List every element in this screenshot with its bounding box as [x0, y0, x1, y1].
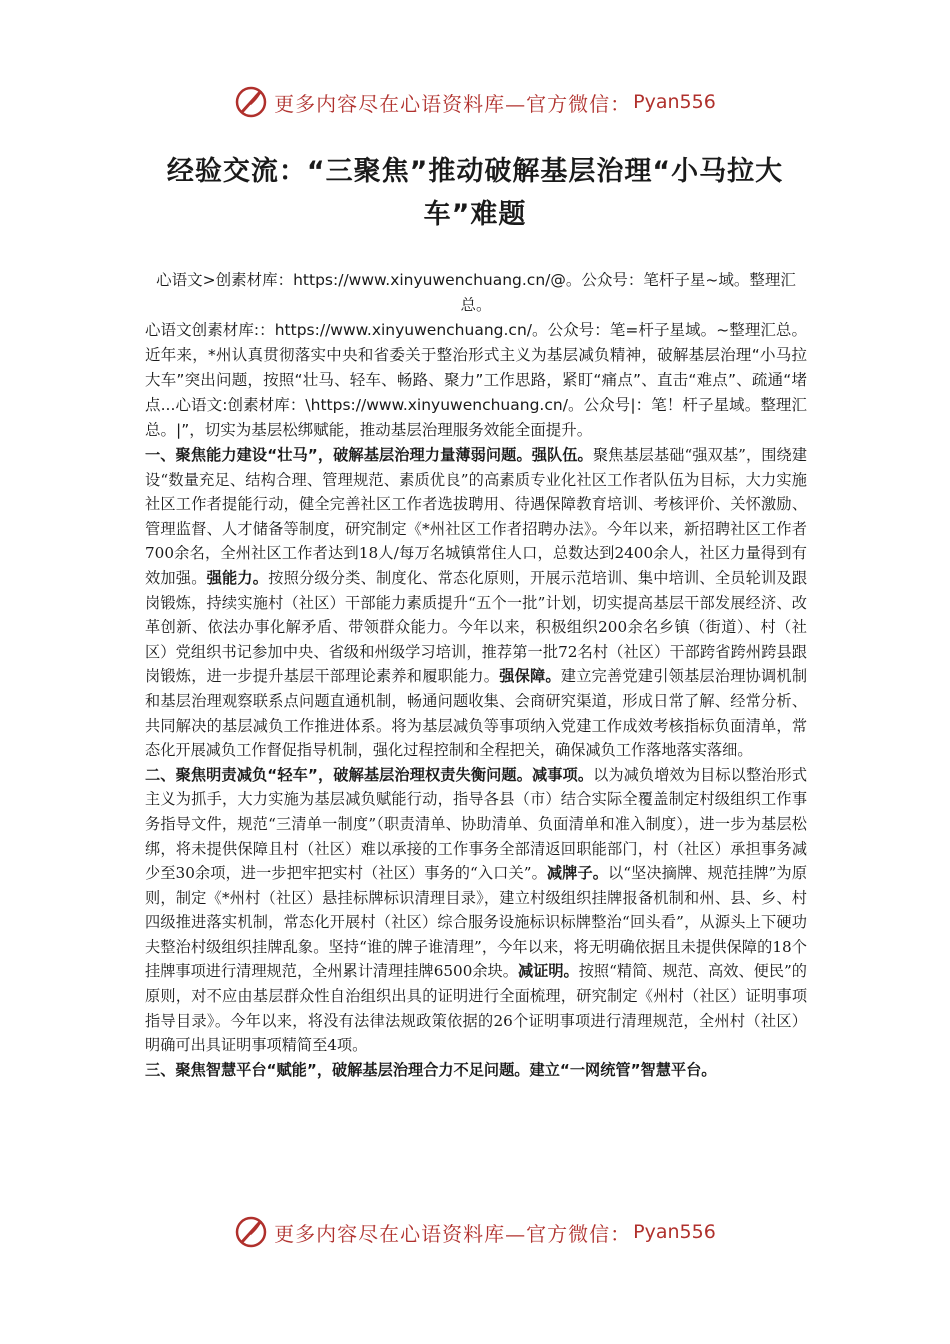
section-1: [145, 443, 807, 763]
banner-text: 更多内容尽在心语资料库—官方微信：: [274, 1221, 632, 1246]
quill-logo-icon: [234, 1215, 268, 1249]
section-1-text-1: 聚焦基层基础“强双基”，围绕建设“数量充足、结构合理、管理规范、素质优良”的高素质专业化社区工作者队伍为目标，大力实施社区工作者提能行动，健全完善社区工作者选拔聘用、待遇保障教育培训、考核评价、关怀激励、管理监督、人才储备等制度，研究制定《*州社区工作者招聘办法》。今年以来，新招聘社区工作者700余名，全州社区工作者达到18人/每万名城镇常住人口，总数达到2400余人，社区力量得到有效加强。: [145, 446, 808, 587]
intro-paragraph: 心语文创素材库:：https://www.xinyuwenchuang.cn/。公众号：笔=杆子星域。~整理汇总。近年来，*州认真贯彻落实中央和省委关于整治形式主义为基层减负精神，破解基层治理“小马拉大车”突出问题，按照“壮马、轻车、畅路、聚力”工作思路，紧盯“痛点”、直击“难点”、疏通“堵点...心语文:创素材库：\https://www.xinyuwenchuang.cn/。公众号|：笔！杆子星域。整理汇总。|”，切实为基层松绑赋能，推动基层治理服务效能全面提升。: [145, 321, 807, 439]
section-2-key-1: 减事项。: [531, 765, 594, 784]
section-2: [145, 763, 807, 1058]
section-1-key-1: 强队伍。: [531, 446, 593, 464]
section-1-heading: 一、聚焦能力建设“壮马”，破解基层治理力量薄弱问题。: [145, 446, 532, 464]
quill-logo-icon: [234, 85, 268, 119]
section-2-heading: 二、聚焦明责减负“轻车”，破解基层治理权责失衡问题。: [145, 765, 532, 784]
banner-text: 更多内容尽在心语资料库—官方微信：: [274, 91, 632, 116]
section-2-text-2: 以“坚决摘牌、规范挂牌”为原则，制定《*州村（社区）悬挂标牌标识清理目录》，建立村级组织挂牌报备机制和州、县、乡、村四级推进落实机制，常态化开展村（社区）综合服务设施标识标牌整治“回头看”，从源头上下硬功夫整治村级组织挂牌乱象。坚持“谁的牌子谁清理”，今年以来，将无明确依据且未提供保障的18个挂牌事项进行清理规范，全州累计清理挂牌6500余块。: [145, 864, 808, 981]
section-1-text-2: 按照分级分类、制度化、常态化原则，开展示范培训、集中培训、全员轮训及跟岗锻炼，持续实施村（社区）干部能力素质提升“五个一批”计划，切实提高基层干部发展经济、改革创新、依法办事化解矛盾、带领群众能力。今年以来，积极组织200余名乡镇（街道）、村（社区）党组织书记参加中央、省级和州级学习培训，推荐第一批72名村（社区）干部跨省跨州跨县跟岗锻炼，进一步提升基层干部理论素养和履职能力。: [145, 568, 808, 686]
section-2-text-3: 按照“精简、规范、高效、便民”的原则，对不应由基层群众性自治组织出具的证明进行全面梳理，研究制定《州村（社区）证明事项指导目录》。今年以来，将没有法律法规政策依据的26个证明事项进行清理规范，全州村（社区）明确可出具证明事项精简至4项。: [145, 962, 807, 1055]
page-title: 经验交流：“三聚焦”推动破解基层治理“小马拉大车”难题: [166, 156, 784, 230]
footer-banner: [0, 1212, 950, 1252]
document-body: [145, 268, 807, 1082]
section-1-key-2: 强能力。: [206, 568, 269, 587]
section-3-heading: 三、聚焦智慧平台“赋能”，破解基层治理合力不足问题。建立“一网统管”智慧平台。: [145, 1060, 717, 1079]
section-2-key-3: 减证明。: [517, 962, 579, 981]
banner-wechat-id: Pyan556: [633, 91, 716, 113]
section-2-text-1: 以为减负增效为目标以整治形式主义为抓手，大力实施为基层减负赋能行动，指导各县（市）结合实际全覆盖制定村级组织工作事务指导文件，规范“三清单一制度”（职责清单、协助清单、负面清单和准入制度），进一步为基层松绑，将未提供保障且村（社区）难以承接的工作事务全部清返回职能部门，村（社区）承担事务减少至30余项，进一步把牢把实村（社区）事务的“入口关”。: [145, 765, 808, 883]
source-line: 心语文>创素材库：https://www.xinyuwenchuang.cn/@。公众号：笔杆子星~域。整理汇总。: [156, 271, 796, 314]
section-2-key-2: 减牌子。: [546, 864, 609, 883]
header-banner: [0, 82, 950, 122]
banner-wechat-id: Pyan556: [633, 1221, 716, 1243]
section-1-key-3: 强保障。: [499, 667, 561, 686]
section-1-text-3: 建立完善党建引领基层治理协调机制和基层治理观察联系点问题直通机制，畅通问题收集、会商研究渠道，形成日常了解、经常分析、共同解决的基层减负工作推进体系。将为基层减负等事项纳入党建工作成效考核指标负面清单，常态化开展减负工作督促指导机制，强化过程控制和全程把关，确保减负工作落地落实落细。: [145, 667, 808, 760]
